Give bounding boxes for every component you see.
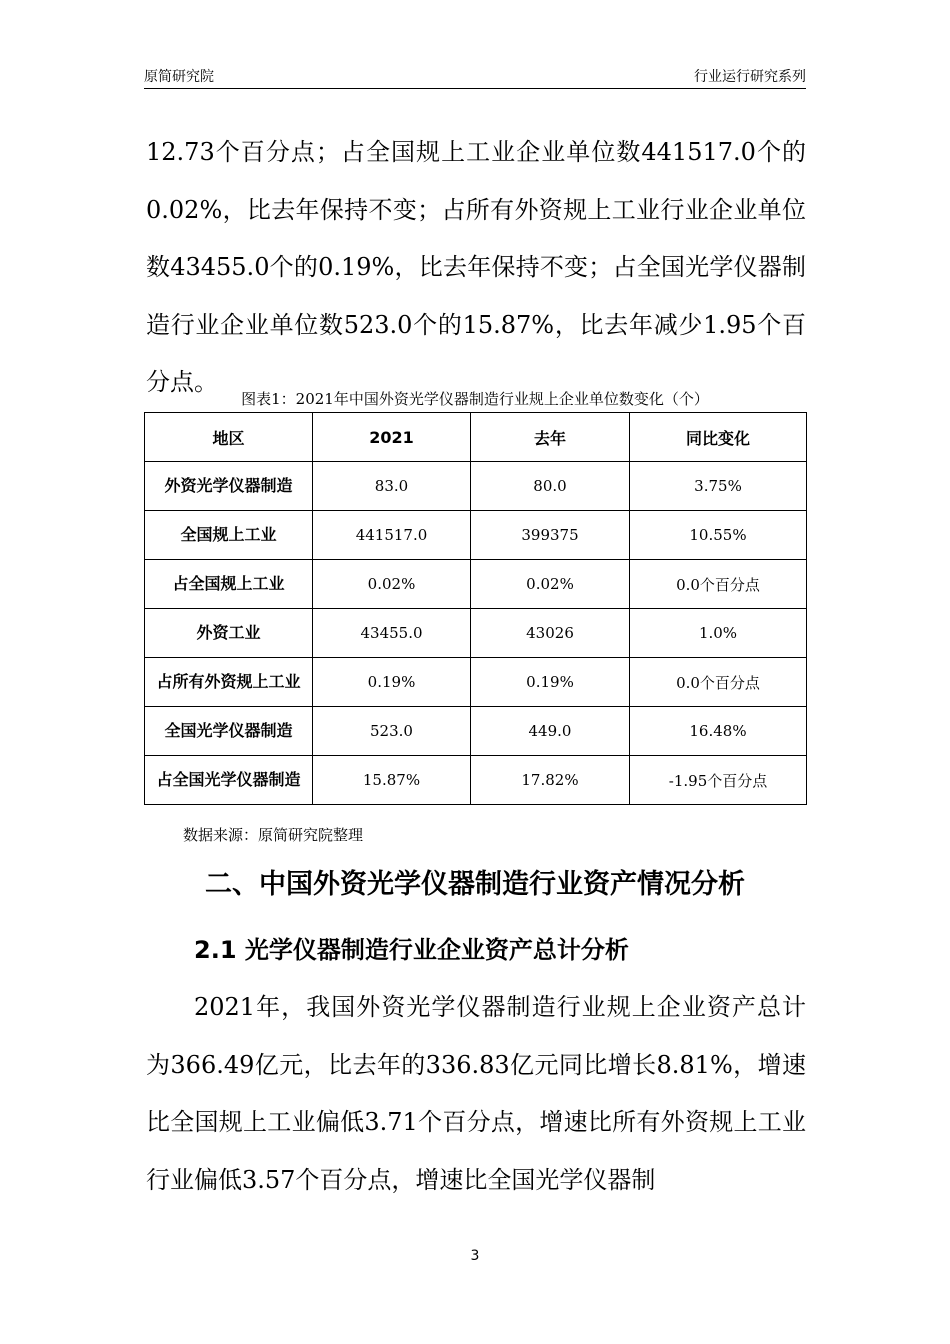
cell-value-last-year: 0.19%	[471, 658, 630, 707]
subsection-heading: 2.1 光学仪器制造行业企业资产总计分析	[194, 936, 629, 964]
row-label: 占全国规上工业	[145, 560, 313, 609]
cell-value-change: 16.48%	[630, 707, 807, 756]
table-row	[145, 658, 807, 707]
cell-value-change: 3.75%	[630, 462, 807, 511]
row-label: 全国规上工业	[145, 511, 313, 560]
cell-value-change: 1.0%	[630, 609, 807, 658]
cell-value-last-year: 17.82%	[471, 756, 630, 805]
cell-value-2021: 0.02%	[313, 560, 471, 609]
cell-value-change: -1.95个百分点	[630, 756, 807, 805]
row-label: 占所有外资规上工业	[145, 658, 313, 707]
body-paragraph-1: 12.73个百分点；占全国规上工业企业单位数441517.0个的0.02%，比去年保持不变；占所有外资规上工业行业企业单位数43455.0个的0.19%，比去年保持不变；占全国光学仪器制造行业企业单位数523.0个的15.87%，比去年减少1.95个百分点。	[146, 138, 806, 396]
cell-value-2021: 83.0	[313, 462, 471, 511]
cell-value-2021: 0.19%	[313, 658, 471, 707]
table-header-row	[145, 413, 807, 462]
row-label: 外资工业	[145, 609, 313, 658]
row-label: 外资光学仪器制造	[145, 462, 313, 511]
cell-value-last-year: 449.0	[471, 707, 630, 756]
page-header	[144, 66, 806, 89]
cell-value-2021: 43455.0	[313, 609, 471, 658]
header-right-text: 行业运行研究系列	[694, 69, 806, 85]
table-row	[145, 462, 807, 511]
cell-value-last-year: 43026	[471, 609, 630, 658]
table-row	[145, 756, 807, 805]
section-heading: 二、中国外资光学仪器制造行业资产情况分析	[205, 869, 745, 900]
table-source-note: 数据来源：原简研究院整理	[183, 826, 364, 844]
header-cell-yoy-change: 同比变化	[630, 413, 807, 462]
cell-value-2021: 441517.0	[313, 511, 471, 560]
cell-value-last-year: 0.02%	[471, 560, 630, 609]
cell-value-change: 0.0个百分点	[630, 560, 807, 609]
cell-value-last-year: 399375	[471, 511, 630, 560]
cell-value-2021: 15.87%	[313, 756, 471, 805]
row-label: 全国光学仪器制造	[145, 707, 313, 756]
table-row	[145, 707, 807, 756]
header-cell-2021: 2021	[313, 413, 471, 462]
table-row	[145, 560, 807, 609]
cell-value-last-year: 80.0	[471, 462, 630, 511]
header-cell-region: 地区	[145, 413, 313, 462]
header-left-text: 原简研究院	[144, 69, 214, 85]
page-number: 3	[470, 1248, 480, 1264]
body-paragraph-2: 2021年，我国外资光学仪器制造行业规上企业资产总计为366.49亿元，比去年的336.83亿元同比增长8.81%，增速比全国规上工业偏低3.71个百分点，增速比所有外资规上工业行业偏低3.57个百分点，增速比全国光学仪器制	[146, 993, 806, 1194]
data-table	[144, 412, 807, 805]
cell-value-change: 0.0个百分点	[630, 658, 807, 707]
table-row	[145, 609, 807, 658]
cell-value-change: 10.55%	[630, 511, 807, 560]
table-caption: 图表1：2021年中国外资光学仪器制造行业规上企业单位数变化（个）	[241, 390, 709, 408]
table-row	[145, 511, 807, 560]
header-cell-last-year: 去年	[471, 413, 630, 462]
row-label: 占全国光学仪器制造	[145, 756, 313, 805]
cell-value-2021: 523.0	[313, 707, 471, 756]
